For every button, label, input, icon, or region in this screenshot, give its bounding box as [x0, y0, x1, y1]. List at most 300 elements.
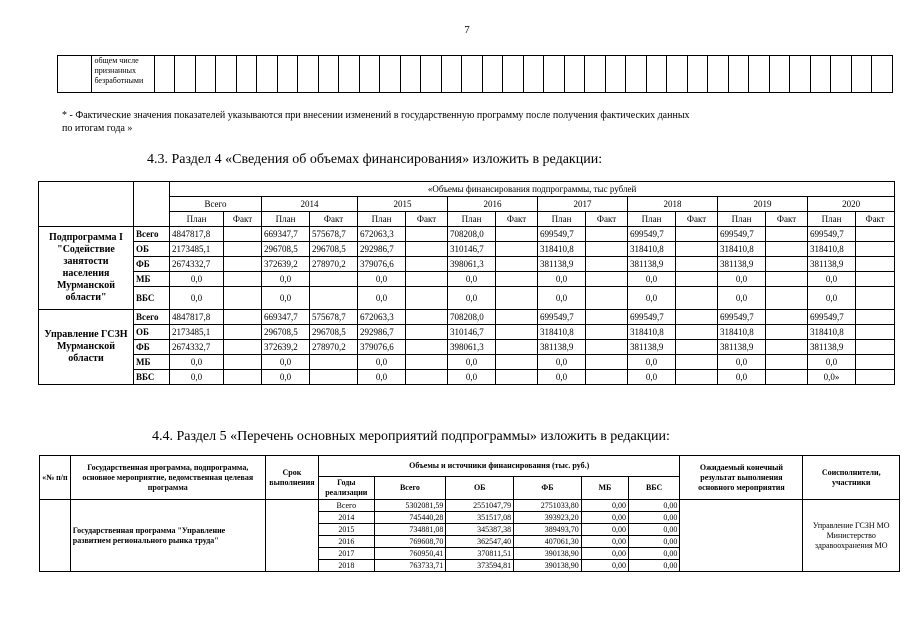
financing-cell: 381138,9 [718, 340, 766, 355]
activity-year: 2015 [319, 524, 374, 536]
fragment-cell [687, 56, 708, 93]
activity-year: 2016 [319, 536, 374, 548]
fragment-cell [646, 56, 667, 93]
source-label: МБ [134, 355, 170, 370]
financing-cell: 318410,8 [718, 325, 766, 340]
activity-vbs: 0,00 [628, 500, 679, 512]
financing-cell [310, 272, 358, 287]
financing-cell: 2173485,1 [170, 242, 224, 257]
financing-row [39, 257, 895, 272]
fragment-cell [831, 56, 852, 93]
fragment-cell [380, 56, 401, 93]
financing-cell [856, 227, 895, 242]
financing-cell: 372639,2 [262, 340, 310, 355]
activity-num [40, 500, 71, 572]
financing-cell: 0,0 [628, 370, 676, 385]
activity-ob: 351517,08 [446, 512, 514, 524]
financing-cell [676, 310, 718, 325]
financing-cell: 379076,6 [358, 340, 406, 355]
financing-cell: 0,0 [262, 355, 310, 370]
financing-cell [406, 340, 448, 355]
financing-cell: 0,0 [358, 355, 406, 370]
financing-group-name: Подпрограмма I "Содействие занятости населения Мурманской области" [39, 227, 134, 310]
financing-cell: 669347,7 [262, 227, 310, 242]
header-vbs: ВБС [628, 477, 679, 500]
activity-year: 2014 [319, 512, 374, 524]
fragment-cell [769, 56, 790, 93]
financing-cell: 318410,8 [538, 242, 586, 257]
header-plan: План [170, 212, 224, 227]
source-label: Всего [134, 227, 170, 242]
financing-cell: 0,0 [262, 370, 310, 385]
activity-program-name: Государственная программа "Управление развитием регионального рынка труда" [70, 500, 265, 572]
header-plan: План [808, 212, 856, 227]
financing-cell: 0,0 [718, 287, 766, 310]
activity-year: 2017 [319, 548, 374, 560]
financing-cell [224, 310, 262, 325]
fragment-text-line: безработными [94, 76, 144, 85]
activity-ob: 2551047,79 [446, 500, 514, 512]
header-year: 2015 [358, 197, 448, 212]
financing-cell: 0,0 [448, 370, 496, 385]
fragment-cell [421, 56, 442, 93]
activity-vbs: 0,00 [628, 536, 679, 548]
activity-mb: 0,00 [581, 512, 628, 524]
fragment-cell [626, 56, 647, 93]
financing-cell [224, 355, 262, 370]
financing-cell [224, 325, 262, 340]
activity-fb: 2751033,80 [514, 500, 582, 512]
header-fb: ФБ [514, 477, 582, 500]
financing-cell [406, 257, 448, 272]
financing-cell [406, 227, 448, 242]
header-fact: Факт [310, 212, 358, 227]
activity-executors: Управление ГСЗН МО Министерство здравоохранения МО [803, 500, 900, 572]
financing-cell: 296708,5 [262, 325, 310, 340]
financing-cell [406, 355, 448, 370]
financing-cell: 0,0 [358, 287, 406, 310]
financing-cell [586, 370, 628, 385]
financing-cell: 381138,9 [538, 257, 586, 272]
financing-cell [406, 272, 448, 287]
continued-table-fragment [57, 55, 893, 93]
financing-cell [586, 340, 628, 355]
fragment-cell [441, 56, 462, 93]
activity-total: 745440,28 [374, 512, 446, 524]
financing-cell: 372639,2 [262, 257, 310, 272]
financing-cell [310, 370, 358, 385]
financing-row [39, 370, 895, 385]
financing-cell: 318410,8 [628, 242, 676, 257]
financing-row [39, 355, 895, 370]
fragment-cell [667, 56, 688, 93]
fragment-text-line: признанных [94, 66, 136, 75]
financing-cell [496, 340, 538, 355]
financing-cell [676, 370, 718, 385]
financing-cell [856, 340, 895, 355]
header-fact: Факт [224, 212, 262, 227]
financing-cell: 296708,5 [262, 242, 310, 257]
financing-cell [856, 242, 895, 257]
header-fact: Факт [766, 212, 808, 227]
financing-cell: 0,0 [358, 272, 406, 287]
header-plan: План [628, 212, 676, 227]
financing-cell: 0,0 [262, 287, 310, 310]
financing-cell: 0,0 [628, 287, 676, 310]
activity-total: 734881,08 [374, 524, 446, 536]
fragment-cell [790, 56, 811, 93]
financing-table [38, 181, 895, 385]
financing-cell [766, 257, 808, 272]
financing-cell: 699549,7 [628, 310, 676, 325]
fragment-cell [523, 56, 544, 93]
header-plan: План [448, 212, 496, 227]
financing-cell: 0,0 [808, 355, 856, 370]
financing-cell [676, 272, 718, 287]
source-label: МБ [134, 272, 170, 287]
financing-cell [766, 370, 808, 385]
fragment-row [58, 56, 893, 93]
fragment-cell [257, 56, 278, 93]
financing-cell: 381138,9 [808, 340, 856, 355]
financing-row [39, 272, 895, 287]
financing-cell: 672063,3 [358, 310, 406, 325]
financing-cell: 708208,0 [448, 227, 496, 242]
financing-cell [766, 310, 808, 325]
financing-cell: 381138,9 [628, 340, 676, 355]
financing-cell: 4847817,8 [170, 227, 224, 242]
source-label: ВБС [134, 370, 170, 385]
financing-cell: 0,0 [718, 272, 766, 287]
financing-cell [586, 257, 628, 272]
fragment-cell [503, 56, 524, 93]
source-label: ОБ [134, 242, 170, 257]
fragment-cell [585, 56, 606, 93]
financing-cell [310, 287, 358, 310]
header-year: 2019 [718, 197, 808, 212]
fragment-cell [708, 56, 729, 93]
financing-cell: 0,0 [808, 287, 856, 310]
activity-term [265, 500, 318, 572]
financing-cell [856, 257, 895, 272]
header-year: 2020 [808, 197, 895, 212]
fragment-cell [482, 56, 503, 93]
financing-cell [676, 242, 718, 257]
fragment-cell [605, 56, 626, 93]
financing-cell: 310146,7 [448, 325, 496, 340]
financing-row [39, 340, 895, 355]
fragment-cell [298, 56, 319, 93]
financing-cell: 699549,7 [808, 310, 856, 325]
fragment-cell [236, 56, 257, 93]
financing-cell [586, 325, 628, 340]
fragment-text-line: общем числе [94, 56, 139, 65]
financing-cell [496, 257, 538, 272]
fragment-cell [810, 56, 831, 93]
financing-row [39, 325, 895, 340]
activities-table [39, 455, 900, 572]
activity-ob: 345387,38 [446, 524, 514, 536]
financing-cell: 699549,7 [628, 227, 676, 242]
header-blank [134, 182, 170, 227]
financing-cell [766, 272, 808, 287]
fragment-cell [749, 56, 770, 93]
financing-cell: 699549,7 [808, 227, 856, 242]
activity-year: Всего [319, 500, 374, 512]
header-plan: План [358, 212, 406, 227]
financing-cell [856, 370, 895, 385]
financing-cell: 0,0 [628, 272, 676, 287]
financing-cell [224, 370, 262, 385]
activities-header-row-1 [40, 456, 900, 477]
financing-cell: 0,0» [808, 370, 856, 385]
financing-cell [406, 242, 448, 257]
financing-row [39, 227, 895, 242]
financing-cell: 0,0 [170, 272, 224, 287]
fragment-cell [175, 56, 196, 93]
financing-cell [406, 325, 448, 340]
footnote-line-1: * - Фактические значения показателей указываются при внесении изменений в государственную программу после получения фактических данных [62, 110, 690, 121]
source-label: ВБС [134, 287, 170, 310]
activity-row [40, 500, 900, 512]
fragment-cell [216, 56, 237, 93]
financing-cell [496, 227, 538, 242]
financing-cell: 708208,0 [448, 310, 496, 325]
financing-cell [676, 227, 718, 242]
activity-ob: 362547,40 [446, 536, 514, 548]
header-ob: ОБ [446, 477, 514, 500]
financing-cell [676, 325, 718, 340]
financing-cell: 699549,7 [718, 310, 766, 325]
financing-cell: 0,0 [718, 355, 766, 370]
financing-cell [224, 272, 262, 287]
activity-vbs: 0,00 [628, 512, 679, 524]
financing-cell: 0,0 [358, 370, 406, 385]
activity-fb: 393923,20 [514, 512, 582, 524]
financing-cell: 318410,8 [808, 242, 856, 257]
fragment-cell [872, 56, 893, 93]
header-executors: Соисполнители, участники [803, 456, 900, 500]
fragment-cell [339, 56, 360, 93]
fragment-cell [564, 56, 585, 93]
header-blank [39, 182, 134, 227]
financing-cell: 0,0 [538, 287, 586, 310]
financing-row [39, 287, 895, 310]
financing-cell: 0,0 [170, 287, 224, 310]
activity-ob: 370811,51 [446, 548, 514, 560]
financing-cell [586, 287, 628, 310]
fragment-cell [318, 56, 339, 93]
financing-cell [496, 287, 538, 310]
header-fact: Факт [586, 212, 628, 227]
fragment-cell [400, 56, 421, 93]
activity-result [680, 500, 803, 572]
header-year: 2016 [448, 197, 538, 212]
financing-cell: 699549,7 [538, 310, 586, 325]
financing-cell [856, 355, 895, 370]
financing-cell [224, 257, 262, 272]
activity-mb: 0,00 [581, 560, 628, 572]
financing-cell [496, 242, 538, 257]
header-total: Всего [170, 197, 262, 212]
financing-cell: 0,0 [538, 355, 586, 370]
financing-cell: 0,0 [170, 355, 224, 370]
financing-cell [496, 310, 538, 325]
financing-cell: 278970,2 [310, 340, 358, 355]
financing-cell: 310146,7 [448, 242, 496, 257]
footnote-line-2: по итогам года » [62, 123, 133, 134]
financing-cell: 318410,8 [718, 242, 766, 257]
page-number: 7 [464, 24, 470, 36]
financing-cell: 699549,7 [718, 227, 766, 242]
header-num: «№ п/п [40, 456, 71, 500]
financing-cell: 2674332,7 [170, 257, 224, 272]
financing-cell [310, 355, 358, 370]
financing-cell [224, 340, 262, 355]
financing-cell: 381138,9 [808, 257, 856, 272]
activity-mb: 0,00 [581, 500, 628, 512]
financing-cell [406, 370, 448, 385]
source-label: Всего [134, 310, 170, 325]
financing-cell: 292986,7 [358, 242, 406, 257]
financing-cell [766, 287, 808, 310]
financing-cell [676, 355, 718, 370]
activity-total: 5302081,59 [374, 500, 446, 512]
financing-cell [496, 272, 538, 287]
financing-cell: 296708,5 [310, 325, 358, 340]
financing-cell: 381138,9 [538, 340, 586, 355]
activity-year: 2018 [319, 560, 374, 572]
financing-cell: 2674332,7 [170, 340, 224, 355]
source-label: ОБ [134, 325, 170, 340]
fragment-cell [544, 56, 565, 93]
footnote [62, 109, 842, 135]
header-plan: План [538, 212, 586, 227]
activity-total: 760950,41 [374, 548, 446, 560]
financing-cell [224, 287, 262, 310]
financing-cell: 0,0 [808, 272, 856, 287]
activity-ob: 373594,81 [446, 560, 514, 572]
fragment-cell [154, 56, 175, 93]
fragment-cell [277, 56, 298, 93]
activity-mb: 0,00 [581, 536, 628, 548]
financing-cell [224, 227, 262, 242]
source-label: ФБ [134, 257, 170, 272]
financing-cell: 575678,7 [310, 227, 358, 242]
header-result: Ожидаемый конечный результат выполнения основного мероприятия [680, 456, 803, 500]
financing-cell: 0,0 [538, 370, 586, 385]
financing-cell [766, 340, 808, 355]
financing-cell [676, 257, 718, 272]
financing-cell: 278970,2 [310, 257, 358, 272]
activity-vbs: 0,00 [628, 548, 679, 560]
fragment-text-cell [92, 56, 154, 93]
financing-cell: 381138,9 [718, 257, 766, 272]
financing-cell: 699549,7 [538, 227, 586, 242]
fragment-cell [195, 56, 216, 93]
financing-cell [586, 310, 628, 325]
activity-fb: 389493,70 [514, 524, 582, 536]
header-year: 2014 [262, 197, 358, 212]
financing-cell: 0,0 [448, 272, 496, 287]
financing-cell: 318410,8 [538, 325, 586, 340]
activity-vbs: 0,00 [628, 560, 679, 572]
fragment-cell [728, 56, 749, 93]
financing-cell: 0,0 [448, 287, 496, 310]
financing-cell: 0,0 [718, 370, 766, 385]
financing-cell [856, 310, 895, 325]
fragment-cell [462, 56, 483, 93]
financing-row [39, 242, 895, 257]
financing-cell [766, 325, 808, 340]
activity-fb: 390138,90 [514, 548, 582, 560]
header-years: Годы реализации [319, 477, 374, 500]
financing-cell [496, 370, 538, 385]
header-fact: Факт [406, 212, 448, 227]
financing-cell [766, 227, 808, 242]
financing-cell: 0,0 [170, 370, 224, 385]
header-year: 2018 [628, 197, 718, 212]
financing-header-title-row [39, 182, 895, 197]
financing-cell: 575678,7 [310, 310, 358, 325]
header-fact: Факт [676, 212, 718, 227]
financing-cell [586, 355, 628, 370]
financing-cell: 672063,3 [358, 227, 406, 242]
financing-cell [676, 287, 718, 310]
financing-cell [496, 355, 538, 370]
header-fact: Факт [496, 212, 538, 227]
financing-cell [586, 227, 628, 242]
financing-cell: 0,0 [628, 355, 676, 370]
financing-cell [856, 287, 895, 310]
header-program: Государственная программа, подпрограмма, основное мероприятие, ведомственная целевая программа [70, 456, 265, 500]
financing-row [39, 310, 895, 325]
header-funding: Объемы и источники финансирования (тыс. руб.) [319, 456, 680, 477]
header-term: Срок выполнения [265, 456, 318, 500]
section-4-4-heading: 4.4. Раздел 5 «Перечень основных мероприятий подпрограммы» изложить в редакции: [152, 429, 670, 444]
financing-cell: 669347,7 [262, 310, 310, 325]
financing-cell [676, 340, 718, 355]
financing-cell [856, 272, 895, 287]
financing-cell: 318410,8 [628, 325, 676, 340]
activity-total: 763733,71 [374, 560, 446, 572]
source-label: ФБ [134, 340, 170, 355]
fragment-cell [359, 56, 380, 93]
financing-cell: 398061,3 [448, 340, 496, 355]
financing-cell [586, 242, 628, 257]
financing-cell [406, 310, 448, 325]
financing-cell: 4847817,8 [170, 310, 224, 325]
financing-cell: 296708,5 [310, 242, 358, 257]
activity-fb: 407061,30 [514, 536, 582, 548]
header-total: Всего [374, 477, 446, 500]
financing-cell [586, 272, 628, 287]
header-mb: МБ [581, 477, 628, 500]
financing-group-name: Управление ГСЗН Мурманской области [39, 310, 134, 385]
financing-cell [224, 242, 262, 257]
financing-cell [406, 287, 448, 310]
header-plan: План [718, 212, 766, 227]
activity-mb: 0,00 [581, 524, 628, 536]
header-fact: Факт [856, 212, 895, 227]
activity-fb: 390138,90 [514, 560, 582, 572]
section-4-3-heading: 4.3. Раздел 4 «Сведения об объемах финансирования» изложить в редакции: [147, 152, 603, 167]
header-plan: План [262, 212, 310, 227]
financing-cell: 2173485,1 [170, 325, 224, 340]
financing-cell [766, 355, 808, 370]
activity-mb: 0,00 [581, 548, 628, 560]
activity-total: 769608,70 [374, 536, 446, 548]
